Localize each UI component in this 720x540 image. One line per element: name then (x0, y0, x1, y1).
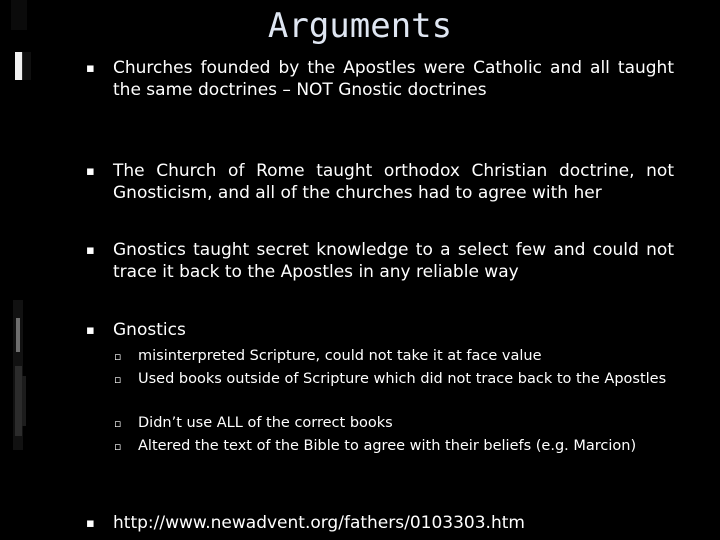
bullet-item (86, 512, 674, 536)
sub-bullet-item (114, 437, 674, 456)
sub-bullet-text: Altered the text of the Bible to agree with their beliefs (e.g. Marcion) (138, 438, 637, 454)
hollow-square-bullet-icon: ▫ (114, 417, 122, 430)
square-bullet-icon: ▪ (86, 516, 95, 531)
sub-bullet-item (114, 370, 674, 389)
square-bullet-icon: ▪ (86, 323, 95, 338)
bullet-item (86, 319, 674, 343)
sub-bullet-text: Used books outside of Scripture which did not trace back to the Apostles (138, 371, 667, 387)
sub-bullet-text: Didn’t use ALL of the correct books (138, 415, 393, 431)
square-bullet-icon: ▪ (86, 164, 95, 179)
hollow-square-bullet-icon: ▫ (114, 350, 122, 363)
bullet-text: The Church of Rome taught orthodox Christian doctrine, not Gnosticism, and all of the churches had to agree with her (113, 161, 674, 203)
bullet-text: Gnostics (113, 320, 186, 340)
bullet-item (86, 57, 674, 101)
decorative-bar (15, 52, 22, 80)
slide-title: Arguments (267, 6, 453, 46)
source-link[interactable]: http://www.newadvent.org/fathers/0103303.htm (113, 513, 525, 533)
square-bullet-icon: ▪ (86, 243, 95, 258)
bullet-item (86, 239, 674, 283)
decorative-bar (15, 366, 22, 436)
decorative-bar (22, 52, 31, 80)
sub-bullet-item (114, 414, 674, 433)
decorative-bar (16, 318, 20, 352)
bullet-text: Churches founded by the Apostles were Catholic and all taught the same doctrines – NOT Gnostic doctrines (113, 58, 674, 100)
sub-bullet-text: misinterpreted Scripture, could not take it at face value (138, 348, 542, 364)
bullet-item (86, 160, 674, 204)
square-bullet-icon: ▪ (86, 61, 95, 76)
hollow-square-bullet-icon: ▫ (114, 440, 122, 453)
sub-bullet-item (114, 347, 674, 366)
hollow-square-bullet-icon: ▫ (114, 373, 122, 386)
bullet-text: Gnostics taught secret knowledge to a select few and could not trace it back to the Apostles in any reliable way (113, 240, 674, 282)
decorative-bar (22, 376, 26, 426)
